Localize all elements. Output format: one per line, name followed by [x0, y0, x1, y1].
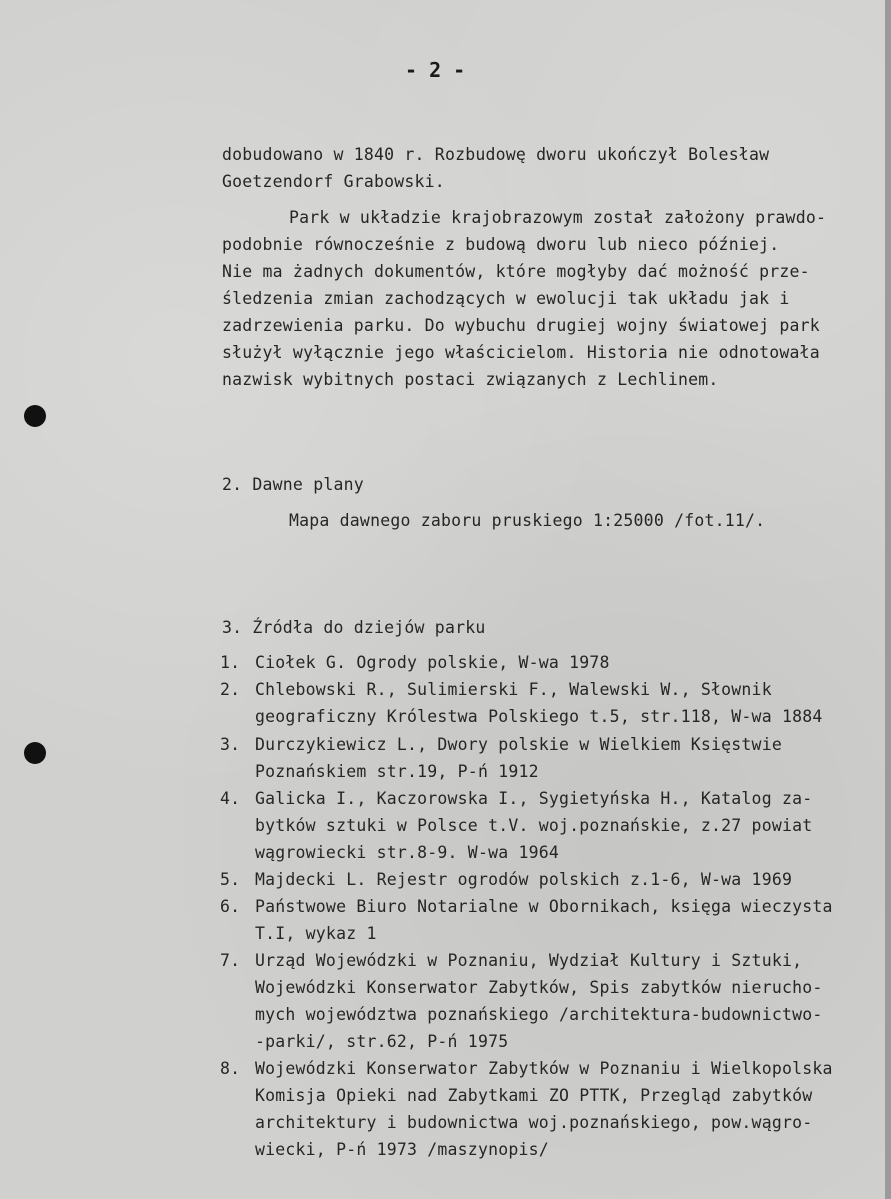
source-line: Chlebowski R., Sulimierski F., Walewski W., Słownik [255, 680, 772, 699]
park-paragraph-line-6: służył wyłącznie jego właścicielom. Historia nie odnotowała [222, 343, 820, 362]
park-paragraph-line-2: podobnie równocześnie z budową dworu lub nieco później. [222, 235, 780, 254]
source-line: Majdecki L. Rejestr ogrodów polskich z.1-6, W-wa 1969 [255, 870, 793, 889]
source-line: architektury i budownictwa woj.poznańskiego, pow.wągro- [255, 1113, 813, 1132]
intro-line-1: dobudowano w 1840 r. Rozbudowę dworu ukończył Bolesław [222, 145, 770, 164]
source-line: Wojewódzki Konserwator Zabytków, Spis zabytków nierucho- [255, 978, 823, 997]
source-line: wiecki, P-ń 1973 /maszynopis/ [255, 1140, 549, 1159]
section-3-heading: 3. Źródła do dziejów parku [222, 618, 486, 637]
source-line: Ciołek G. Ogrody polskie, W-wa 1978 [255, 653, 610, 672]
source-line: T.I, wykaz 1 [255, 924, 377, 943]
source-line: geograficzny Królestwa Polskiego t.5, str.118, W-wa 1884 [255, 707, 823, 726]
source-number: 8. [220, 1059, 241, 1078]
source-number: 6. [220, 897, 241, 916]
source-line: bytków sztuki w Polsce t.V. woj.poznańskie, z.27 powiat [255, 816, 813, 835]
source-line: mych województwa poznańskiego /architektura-budownictwo- [255, 1005, 823, 1024]
source-line: Urząd Wojewódzki w Poznaniu, Wydział Kultury i Sztuki, [255, 951, 803, 970]
section-2-text: Mapa dawnego zaboru pruskiego 1:25000 /fot.11/. [289, 511, 766, 530]
page-number: - 2 - [405, 58, 466, 82]
source-number: 2. [220, 680, 241, 699]
park-paragraph-line-5: zadrzewienia parku. Do wybuchu drugiej wojny światowej park [222, 316, 820, 335]
park-paragraph-line-4: śledzenia zmian zachodzących w ewolucji tak układu jak i [222, 289, 790, 308]
source-line: Poznańskiem str.19, P-ń 1912 [255, 762, 539, 781]
source-number: 1. [220, 653, 241, 672]
punch-hole-top [24, 405, 46, 427]
source-number: 5. [220, 870, 241, 889]
park-paragraph-line-1: Park w układzie krajobrazowym został założony prawdo- [289, 208, 827, 227]
source-line: Galicka I., Kaczorowska I., Sygietyńska H., Katalog za- [255, 789, 813, 808]
park-paragraph-line-7: nazwisk wybitnych postaci związanych z Lechlinem. [222, 370, 719, 389]
source-line: Państwowe Biuro Notarialne w Obornikach, księga wieczysta [255, 897, 833, 916]
source-number: 4. [220, 789, 241, 808]
source-line: -parki/, str.62, P-ń 1975 [255, 1032, 509, 1051]
source-number: 3. [220, 735, 241, 754]
source-line: wągrowiecki str.8-9. W-wa 1964 [255, 843, 560, 862]
source-number: 7. [220, 951, 241, 970]
source-line: Wojewódzki Konserwator Zabytków w Poznaniu i Wielkopolska [255, 1059, 833, 1078]
source-line: Komisja Opieki nad Zabytkami ZO PTTK, Przegląd zabytków [255, 1086, 813, 1105]
intro-line-2: Goetzendorf Grabowski. [222, 172, 445, 191]
section-2-heading: 2. Dawne plany [222, 475, 364, 494]
park-paragraph-line-3: Nie ma żadnych dokumentów, które mogłyby dać możność prze- [222, 262, 810, 281]
punch-hole-bottom [24, 742, 46, 764]
source-line: Durczykiewicz L., Dwory polskie w Wielkiem Księstwie [255, 735, 782, 754]
